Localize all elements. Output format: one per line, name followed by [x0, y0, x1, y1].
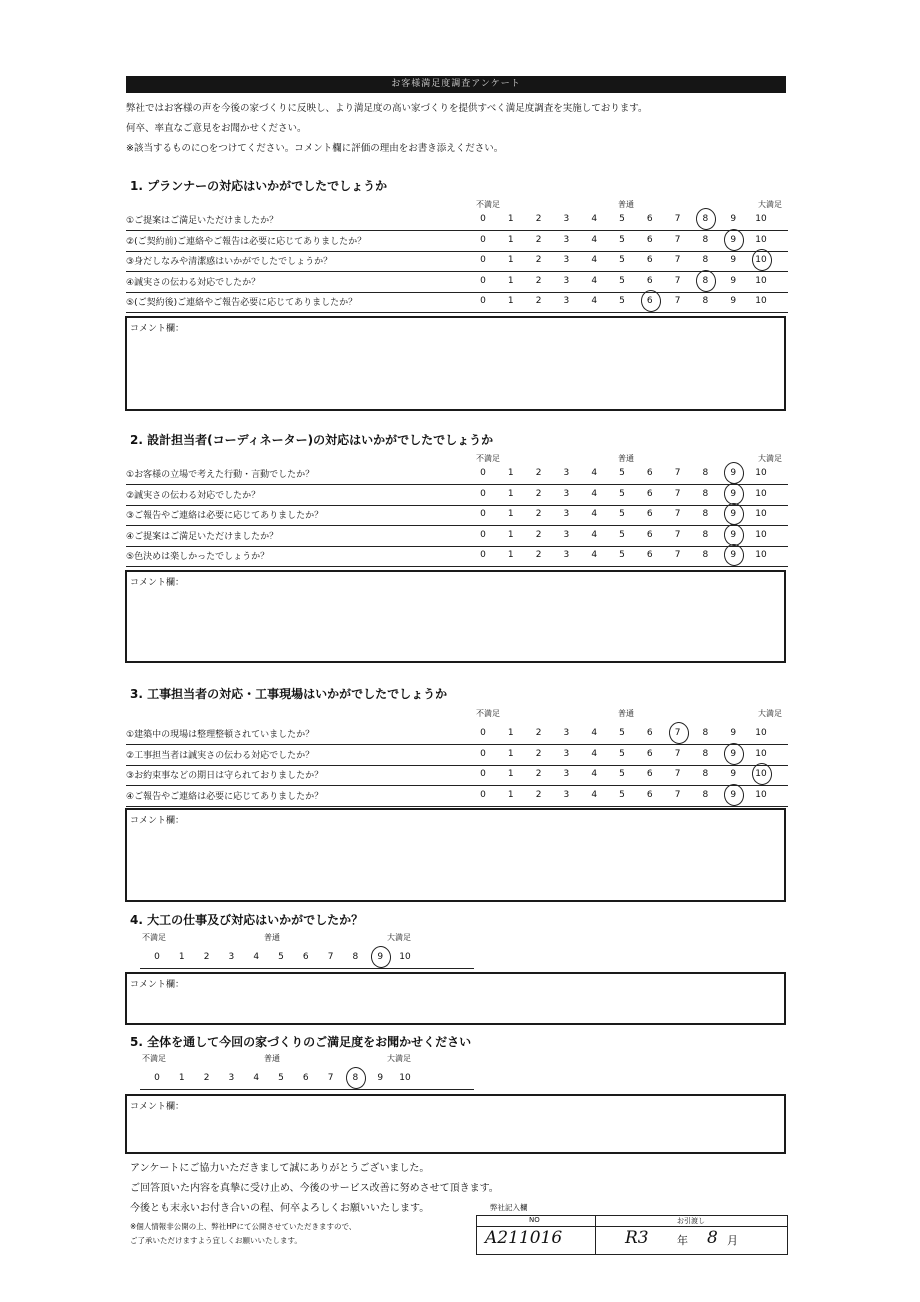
- question-text: ④誠実さの伝わる対応でしたか？: [126, 277, 261, 288]
- rating-option[interactable]: 7: [674, 509, 681, 519]
- question-row: [126, 464, 788, 485]
- scale-low-label: 不満足: [142, 1054, 166, 1063]
- rating-option[interactable]: 2: [535, 769, 542, 779]
- footer-line-2: ご回答頂いた内容を真摯に受け止め、今後のサービス改善に努めさせて頂きます。: [130, 1183, 499, 1194]
- privacy-note-1: ※個人情報非公開の上、弊社HPにて公開させていただきますので、: [130, 1222, 357, 1231]
- rating-option[interactable]: 5: [619, 769, 625, 779]
- rating-option[interactable]: 1: [507, 255, 514, 265]
- rating-option[interactable]: 8: [702, 509, 709, 519]
- rating-option[interactable]: 3: [563, 728, 570, 738]
- rating-option[interactable]: 9: [730, 769, 737, 779]
- question-text: ①お客様の立場で考えた行動・言動でしたか？: [126, 470, 315, 480]
- rating-option[interactable]: 2: [535, 275, 542, 286]
- rating-option[interactable]: 6: [646, 296, 653, 306]
- rating-option[interactable]: 6: [646, 748, 653, 759]
- rating-option[interactable]: 7: [327, 952, 334, 962]
- rating-option[interactable]: 6: [646, 509, 653, 519]
- rating-option[interactable]: 2: [535, 748, 542, 759]
- rating-option[interactable]: 0: [154, 952, 160, 962]
- rating-option[interactable]: 5: [619, 550, 625, 560]
- rating-option[interactable]: 9: [730, 275, 737, 286]
- section-4-comment-box[interactable]: [125, 972, 786, 1025]
- rating-option[interactable]: 4: [591, 275, 598, 286]
- rating-option[interactable]: 1: [507, 214, 514, 224]
- rating-option[interactable]: 0: [480, 728, 486, 738]
- rating-option[interactable]: 4: [253, 952, 260, 962]
- rating-option[interactable]: 0: [480, 488, 486, 499]
- rating-option[interactable]: 7: [674, 748, 681, 759]
- rating-option[interactable]: 6: [646, 468, 653, 478]
- rating-option[interactable]: 0: [480, 296, 486, 306]
- rating-option[interactable]: 6: [646, 234, 653, 245]
- rating-option[interactable]: 7: [674, 234, 681, 245]
- question-row: [126, 485, 788, 506]
- rating-option[interactable]: 8: [702, 550, 709, 560]
- section-1-comment-box[interactable]: [125, 316, 786, 411]
- rating-option[interactable]: 4: [591, 468, 598, 478]
- rating-option[interactable]: 9: [730, 529, 737, 540]
- scale-high-label: 大満足: [387, 933, 411, 942]
- rating-option[interactable]: 0: [480, 275, 486, 286]
- rating-option[interactable]: 10: [399, 952, 411, 962]
- privacy-note-2: ご了承いただけますよう宜しくお願いいたします。: [130, 1236, 302, 1245]
- selected-rating-circle: [345, 1066, 368, 1091]
- rating-option[interactable]: 7: [674, 789, 681, 800]
- rating-option[interactable]: 2: [203, 952, 210, 962]
- intro-line-1: 弊社ではお客様の声を今後の家づくりに反映し、より満足度の高い家づくりを提供すべく満足度調査を実施しております。: [126, 103, 648, 114]
- rating-option[interactable]: 3: [563, 296, 570, 306]
- rating-option[interactable]: 1: [507, 550, 514, 560]
- rating-option[interactable]: 0: [480, 468, 486, 478]
- scale-low-label: 不満足: [476, 709, 500, 718]
- rating-option[interactable]: 6: [646, 769, 653, 779]
- no-column-header: NO: [529, 1216, 540, 1224]
- rating-option[interactable]: 6: [646, 550, 653, 560]
- rating-option[interactable]: 2: [535, 468, 542, 478]
- selected-rating-circle: [723, 543, 746, 568]
- rating-option[interactable]: 8: [352, 1073, 359, 1083]
- rating-option[interactable]: 2: [535, 255, 542, 265]
- rating-option[interactable]: 6: [646, 214, 653, 224]
- rating-option[interactable]: 1: [507, 488, 514, 499]
- rating-option[interactable]: 8: [702, 275, 709, 286]
- section-3-comment-box[interactable]: [125, 808, 786, 902]
- question-text: ②工事担当者は誠実さの伝わる対応でしたか？: [126, 750, 315, 761]
- rating-option[interactable]: 8: [702, 748, 709, 759]
- rating-option[interactable]: 7: [674, 769, 681, 779]
- rating-option[interactable]: 9: [730, 234, 737, 245]
- rating-option[interactable]: 8: [702, 234, 709, 245]
- scale-mid-label: 普通: [618, 709, 634, 718]
- rating-option[interactable]: 8: [702, 789, 709, 800]
- section-3-title: 3. 工事担当者の対応・工事現場はいかがでしたでしょうか: [130, 687, 448, 701]
- comment-label: コメント欄：: [130, 324, 185, 334]
- rating-option[interactable]: 8: [352, 952, 359, 962]
- rating-option[interactable]: 10: [399, 1073, 411, 1083]
- rating-option[interactable]: 6: [646, 728, 653, 738]
- rating-option[interactable]: 1: [507, 509, 514, 519]
- intro-line-3: ※該当するものに○をつけてください。コメント欄に評価の理由をお書き添えください。: [126, 143, 504, 154]
- question-row: [126, 765, 788, 786]
- rating-option[interactable]: 7: [327, 1073, 334, 1083]
- comment-label: コメント欄：: [130, 1102, 185, 1112]
- rating-option[interactable]: 6: [646, 529, 653, 540]
- rating-option[interactable]: 1: [507, 748, 514, 759]
- section-2-title: 2. 設計担当者(コーディネーター)の対応はいかがでしたでしょうか: [130, 433, 494, 447]
- rating-option[interactable]: 4: [591, 296, 598, 306]
- rating-option[interactable]: 2: [535, 234, 542, 245]
- rating-option[interactable]: 0: [480, 550, 486, 560]
- rating-option[interactable]: 7: [674, 550, 681, 560]
- rating-option[interactable]: 8: [702, 529, 709, 540]
- comment-label: コメント欄：: [130, 980, 185, 990]
- rating-option[interactable]: 10: [755, 509, 767, 519]
- scale-mid-label: 普通: [264, 1054, 280, 1063]
- scale-low-label: 不満足: [476, 200, 500, 209]
- question-row: [126, 272, 788, 293]
- scale-mid-label: 普通: [618, 200, 634, 209]
- rating-option[interactable]: 5: [619, 509, 625, 519]
- footer-line-3: 今後とも末永いお付き合いの程、何卒よろしくお願いいたします。: [130, 1203, 430, 1214]
- rating-option[interactable]: 3: [563, 769, 570, 779]
- question-text: ①ご提案はご満足いただけましたか？: [126, 216, 279, 226]
- rating-option[interactable]: 3: [563, 529, 570, 540]
- question-row: [126, 251, 788, 272]
- rating-option[interactable]: 5: [619, 234, 625, 245]
- scale-high-label: 大満足: [758, 454, 782, 463]
- question-row: [126, 745, 788, 766]
- rating-option[interactable]: 5: [619, 296, 625, 306]
- rating-option[interactable]: 10: [755, 488, 767, 499]
- rating-option[interactable]: 3: [563, 488, 570, 499]
- handover-column-header: お引渡し: [677, 1217, 705, 1225]
- rating-option[interactable]: 4: [591, 529, 598, 540]
- rating-option[interactable]: 7: [674, 296, 681, 306]
- rating-option[interactable]: 7: [674, 529, 681, 540]
- rating-option[interactable]: 2: [535, 488, 542, 499]
- rating-option[interactable]: 3: [563, 255, 570, 265]
- rating-option[interactable]: 10: [755, 275, 767, 286]
- rating-option[interactable]: 9: [730, 214, 737, 224]
- rating-option[interactable]: 10: [755, 550, 767, 560]
- rating-option[interactable]: 2: [535, 296, 542, 306]
- rating-option[interactable]: 0: [480, 529, 486, 540]
- section-2-comment-box[interactable]: [125, 570, 786, 663]
- rating-option[interactable]: 7: [674, 214, 681, 224]
- survey-title-bar: お客様満足度調査アンケート: [126, 76, 786, 93]
- scale-high-label: 大満足: [758, 200, 782, 209]
- rating-option[interactable]: 3: [563, 275, 570, 286]
- rating-option[interactable]: 9: [730, 468, 737, 478]
- rating-option[interactable]: 3: [563, 234, 570, 245]
- rating-option[interactable]: 2: [535, 789, 542, 800]
- rating-option[interactable]: 4: [591, 214, 598, 224]
- rating-option[interactable]: 5: [619, 728, 625, 738]
- scale-low-label: 不満足: [476, 454, 500, 463]
- rating-option[interactable]: 4: [591, 234, 598, 245]
- rating-option[interactable]: 10: [755, 529, 767, 540]
- rating-option[interactable]: 6: [646, 488, 653, 499]
- rating-option[interactable]: 8: [702, 255, 709, 265]
- rating-option[interactable]: 5: [619, 255, 625, 265]
- section-5-title: 5. 全体を通して今回の家づくりのご満足度をお聞かせください: [130, 1035, 472, 1049]
- comment-label: コメント欄：: [130, 816, 185, 826]
- selected-rating-circle: [723, 461, 746, 486]
- rating-option[interactable]: 9: [730, 728, 737, 738]
- rating-option[interactable]: 3: [563, 550, 570, 560]
- rating-option[interactable]: 2: [203, 1073, 210, 1083]
- rating-option[interactable]: 3: [563, 789, 570, 800]
- rating-option[interactable]: 1: [507, 789, 514, 800]
- rating-option[interactable]: 6: [646, 275, 653, 286]
- rating-option[interactable]: 5: [619, 789, 625, 800]
- rating-scale: [140, 948, 474, 969]
- rating-option[interactable]: 5: [619, 529, 625, 540]
- office-use-table: [476, 1215, 788, 1255]
- rating-option[interactable]: 10: [755, 728, 767, 738]
- rating-option[interactable]: 5: [619, 468, 625, 478]
- question-text: ④ご提案はご満足いただけましたか？: [126, 531, 279, 542]
- rating-option[interactable]: 0: [480, 509, 486, 519]
- rating-option[interactable]: 1: [507, 468, 514, 478]
- selected-rating-circle: [695, 268, 718, 293]
- selected-rating-circle: [667, 721, 690, 746]
- question-row: [126, 210, 788, 231]
- rating-option[interactable]: 4: [591, 728, 598, 738]
- question-text: ④ご報告やご連絡は必要に応じてありましたか？: [126, 791, 324, 802]
- rating-option[interactable]: 8: [702, 728, 709, 738]
- rating-option[interactable]: 1: [507, 275, 514, 286]
- rating-option[interactable]: 3: [563, 214, 570, 224]
- rating-option[interactable]: 2: [535, 509, 542, 519]
- scale-high-label: 大満足: [758, 709, 782, 718]
- rating-option[interactable]: 8: [702, 214, 709, 224]
- rating-option[interactable]: 4: [253, 1073, 260, 1083]
- rating-option[interactable]: 10: [755, 255, 767, 265]
- rating-option[interactable]: 6: [302, 1073, 309, 1083]
- rating-option[interactable]: 1: [507, 728, 514, 738]
- comment-label: コメント欄：: [130, 578, 185, 588]
- rating-option[interactable]: 10: [755, 789, 767, 800]
- rating-option[interactable]: 0: [154, 1073, 160, 1083]
- question-row: [126, 724, 788, 745]
- rating-option[interactable]: 3: [563, 509, 570, 519]
- rating-option[interactable]: 3: [228, 1073, 235, 1083]
- rating-option[interactable]: 7: [674, 255, 681, 265]
- selected-rating-circle: [695, 207, 718, 232]
- scale-mid-label: 普通: [618, 454, 634, 463]
- rating-option[interactable]: 9: [377, 1073, 384, 1083]
- rating-option[interactable]: 9: [730, 296, 737, 306]
- rating-option[interactable]: 6: [302, 952, 309, 962]
- rating-option[interactable]: 0: [480, 769, 486, 779]
- rating-option[interactable]: 3: [563, 748, 570, 759]
- question-text: ③お約束事などの期日は守られておりましたか？: [126, 771, 324, 781]
- rating-option[interactable]: 4: [591, 769, 598, 779]
- rating-option[interactable]: 5: [278, 1073, 284, 1083]
- selected-rating-circle: [723, 227, 746, 252]
- rating-option[interactable]: 7: [674, 275, 681, 286]
- rating-option[interactable]: 9: [730, 255, 737, 265]
- rating-option[interactable]: 0: [480, 748, 486, 759]
- rating-option[interactable]: 10: [755, 214, 767, 224]
- rating-option[interactable]: 10: [755, 769, 767, 779]
- handover-era-year: R3: [625, 1228, 649, 1248]
- rating-option[interactable]: 8: [702, 468, 709, 478]
- question-text: ③ご報告やご連絡は必要に応じてありましたか？: [126, 511, 324, 521]
- question-row: [126, 546, 788, 567]
- rating-option[interactable]: 1: [507, 769, 514, 779]
- rating-option[interactable]: 0: [480, 214, 486, 224]
- question-row: [126, 231, 788, 252]
- rating-option[interactable]: 0: [480, 789, 486, 800]
- rating-option[interactable]: 9: [730, 509, 737, 519]
- selected-rating-circle: [370, 945, 393, 970]
- question-row: [126, 505, 788, 526]
- rating-option[interactable]: 5: [619, 488, 625, 499]
- section-1-title: 1. プランナーの対応はいかがでしたでしょうか: [130, 179, 388, 193]
- year-unit: 年: [677, 1234, 688, 1247]
- rating-option[interactable]: 9: [730, 488, 737, 499]
- section-5-comment-box[interactable]: [125, 1094, 786, 1154]
- question-row: [126, 786, 788, 807]
- rating-option[interactable]: 8: [702, 769, 709, 779]
- rating-option[interactable]: 4: [591, 509, 598, 519]
- rating-option[interactable]: 7: [674, 468, 681, 478]
- rating-option[interactable]: 6: [646, 255, 653, 265]
- rating-option[interactable]: 10: [755, 234, 767, 245]
- selected-rating-circle: [723, 741, 746, 766]
- month-unit: 月: [727, 1234, 738, 1247]
- question-text: ⑤(ご契約後)ご連絡やご報告必要に応じてありましたか？: [126, 298, 358, 308]
- rating-option[interactable]: 8: [702, 296, 709, 306]
- section-4-title: 4. 大工の仕事及び対応はいかがでしたか？: [130, 913, 364, 927]
- rating-option[interactable]: 6: [646, 789, 653, 800]
- selected-rating-circle: [639, 289, 662, 314]
- scale-mid-label: 普通: [264, 933, 280, 942]
- selected-rating-circle: [723, 782, 746, 807]
- rating-option[interactable]: 0: [480, 234, 486, 245]
- rating-option[interactable]: 2: [535, 728, 542, 738]
- question-text: ⑤色決めは楽しかったでしょうか？: [126, 552, 270, 562]
- customer-number: A211016: [485, 1228, 563, 1248]
- rating-option[interactable]: 4: [591, 488, 598, 499]
- rating-option[interactable]: 8: [702, 488, 709, 499]
- rating-option[interactable]: 2: [535, 550, 542, 560]
- office-use-label: 弊社記入欄: [490, 1203, 528, 1212]
- rating-option[interactable]: 1: [507, 296, 514, 306]
- intro-line-2: 何卒、率直なご意見をお聞かせください。: [126, 123, 307, 134]
- scale-low-label: 不満足: [142, 933, 166, 942]
- rating-option[interactable]: 10: [755, 296, 767, 306]
- rating-option[interactable]: 10: [755, 468, 767, 478]
- rating-option[interactable]: 9: [377, 952, 384, 962]
- question-row: [126, 526, 788, 547]
- rating-option[interactable]: 4: [591, 255, 598, 265]
- question-row: [126, 292, 788, 313]
- rating-option[interactable]: 3: [228, 952, 235, 962]
- rating-option[interactable]: 1: [507, 234, 514, 245]
- rating-option[interactable]: 5: [619, 214, 625, 224]
- rating-option[interactable]: 5: [619, 275, 625, 286]
- selected-rating-circle: [751, 762, 774, 787]
- rating-option[interactable]: 1: [507, 529, 514, 540]
- rating-option[interactable]: 5: [619, 748, 625, 759]
- footer-line-1: アンケートにご協力いただきまして誠にありがとうございました。: [130, 1163, 430, 1174]
- rating-option[interactable]: 1: [178, 952, 185, 962]
- rating-option[interactable]: 5: [278, 952, 284, 962]
- question-text: ②誠実さの伝わる対応でしたか？: [126, 490, 261, 501]
- question-text: ①建築中の現場は整理整頓されていましたか？: [126, 730, 315, 740]
- rating-option[interactable]: 0: [480, 255, 486, 265]
- handover-month: 8: [707, 1228, 718, 1248]
- scale-high-label: 大満足: [387, 1054, 411, 1063]
- rating-option[interactable]: 2: [535, 529, 542, 540]
- selected-rating-circle: [723, 502, 746, 527]
- selected-rating-circle: [751, 248, 774, 273]
- rating-option[interactable]: 10: [755, 748, 767, 759]
- rating-option[interactable]: 9: [730, 550, 737, 560]
- rating-option[interactable]: 9: [730, 789, 737, 800]
- rating-option[interactable]: 4: [591, 550, 598, 560]
- rating-option[interactable]: 1: [178, 1073, 185, 1083]
- rating-option[interactable]: 3: [563, 468, 570, 478]
- rating-option[interactable]: 4: [591, 748, 598, 759]
- question-text: ②(ご契約前)ご連絡やご報告は必要に応じてありましたか？: [126, 236, 367, 247]
- rating-option[interactable]: 9: [730, 748, 737, 759]
- rating-option[interactable]: 4: [591, 789, 598, 800]
- rating-option[interactable]: 7: [674, 488, 681, 499]
- rating-option[interactable]: 2: [535, 214, 542, 224]
- rating-scale: [140, 1069, 474, 1090]
- rating-option[interactable]: 7: [674, 728, 681, 738]
- question-text: ③身だしなみや清潔感はいかがでしたでしょうか？: [126, 257, 333, 267]
